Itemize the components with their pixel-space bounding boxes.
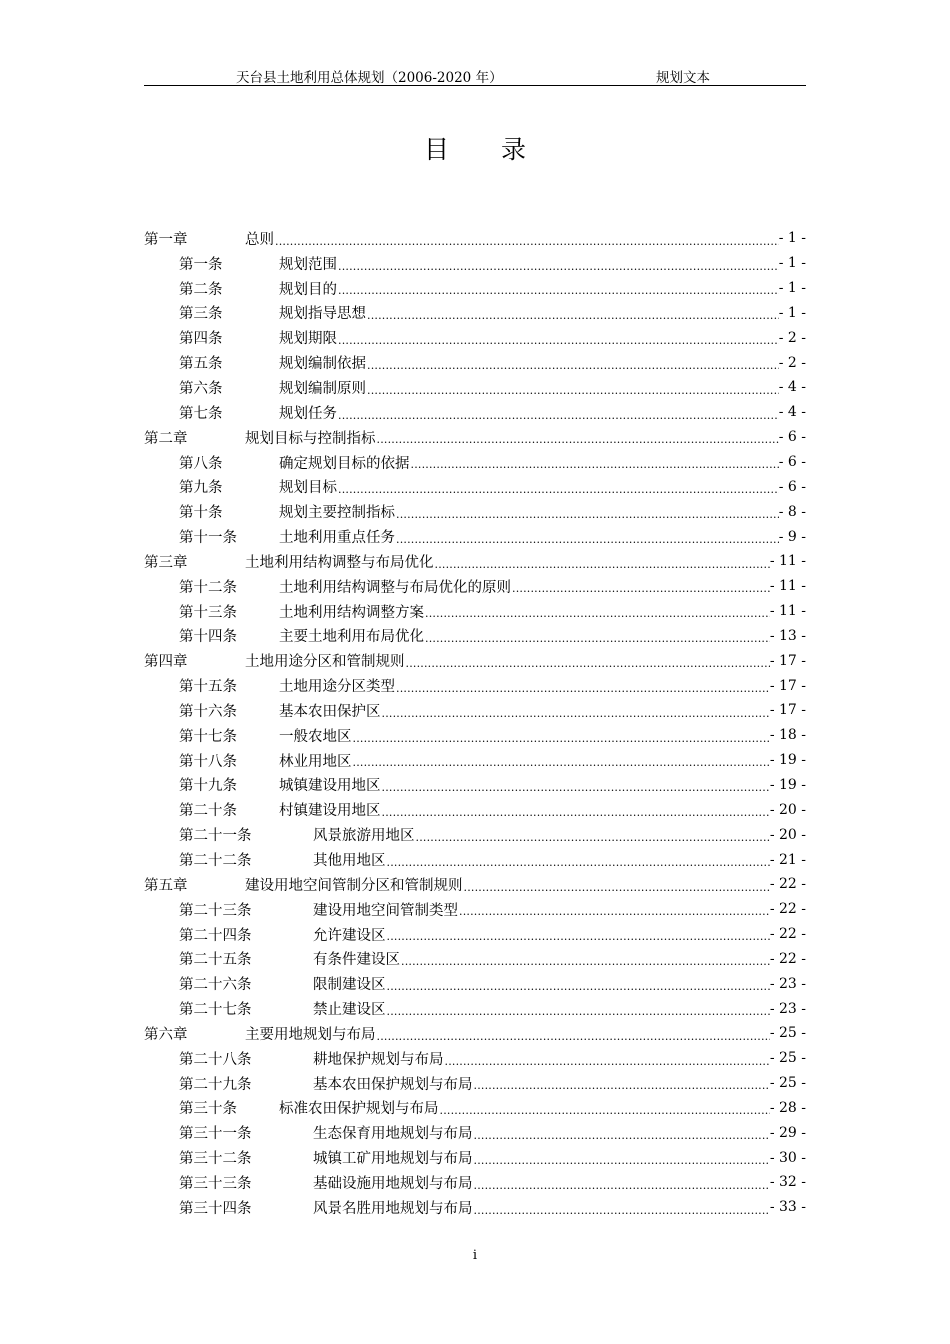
toc-entry-page: - 6 - bbox=[778, 478, 806, 495]
toc-entry-title: 规划任务 bbox=[279, 405, 337, 422]
toc-entry-title: 禁止建设区 bbox=[313, 1002, 386, 1019]
toc-article-entry[interactable] bbox=[144, 276, 806, 301]
toc-dot-leader bbox=[440, 1101, 770, 1116]
toc-entry-page: - 25 - bbox=[769, 1025, 806, 1042]
toc-dot-leader bbox=[512, 579, 770, 594]
toc-dot-leader bbox=[396, 529, 779, 544]
toc-dot-leader bbox=[338, 281, 779, 296]
toc-dot-leader bbox=[387, 976, 770, 991]
toc-article-entry[interactable] bbox=[144, 1046, 806, 1071]
toc-entry-title: 建设用地空间管制类型 bbox=[313, 902, 458, 919]
toc-entry-title: 城镇建设用地区 bbox=[279, 778, 381, 795]
toc-entry-page: - 4 - bbox=[778, 379, 806, 396]
toc-entry-title: 有条件建设区 bbox=[313, 952, 400, 969]
toc-entry-page: - 1 - bbox=[778, 255, 806, 272]
toc-dot-leader bbox=[338, 480, 779, 495]
toc-entry-title: 规划期限 bbox=[279, 331, 337, 348]
toc-chapter-entry[interactable] bbox=[144, 872, 806, 897]
toc-entry-number: 第二十四条 bbox=[179, 927, 252, 944]
toc-entry-page: - 2 - bbox=[778, 329, 806, 346]
toc-entry-page: - 25 - bbox=[769, 1075, 806, 1092]
toc-article-entry[interactable] bbox=[144, 797, 806, 822]
toc-entry-page: - 4 - bbox=[778, 404, 806, 421]
toc-dot-leader bbox=[387, 1001, 770, 1016]
toc-chapter-entry[interactable] bbox=[144, 1021, 806, 1046]
toc-entry-page: - 17 - bbox=[769, 652, 806, 669]
toc-entry-page: - 21 - bbox=[769, 851, 806, 868]
toc-entry-number: 第三章 bbox=[144, 554, 188, 571]
page-header bbox=[144, 66, 806, 86]
toc-entry-title: 风景名胜用地规划与布局 bbox=[313, 1200, 473, 1217]
toc-dot-leader bbox=[474, 1175, 770, 1190]
toc-entry-title: 规划指导思想 bbox=[279, 306, 366, 323]
toc-entry-number: 第二十九条 bbox=[179, 1076, 252, 1093]
toc-entry-title: 土地利用结构调整与布局优化 bbox=[245, 554, 434, 571]
toc-article-entry[interactable] bbox=[144, 251, 806, 276]
toc-entry-number: 第十五条 bbox=[179, 679, 237, 696]
toc-entry-title: 土地利用重点任务 bbox=[279, 530, 395, 547]
toc-article-entry[interactable] bbox=[144, 499, 806, 524]
toc-dot-leader bbox=[377, 1026, 770, 1041]
toc-dot-leader bbox=[474, 1126, 770, 1141]
toc-dot-leader bbox=[338, 405, 779, 420]
toc-entry-page: - 11 - bbox=[769, 553, 806, 570]
toc-entry-title: 风景旅游用地区 bbox=[313, 828, 415, 845]
toc-entry-title: 土地用途分区和管制规则 bbox=[245, 654, 405, 671]
toc-dot-leader bbox=[425, 604, 770, 619]
toc-article-entry[interactable] bbox=[144, 474, 806, 499]
toc-entry-title: 主要用地规划与布局 bbox=[245, 1026, 376, 1043]
toc-entry-title: 规划编制原则 bbox=[279, 380, 366, 397]
toc-article-entry[interactable] bbox=[144, 971, 806, 996]
toc-article-entry[interactable] bbox=[144, 748, 806, 773]
toc-article-entry[interactable] bbox=[144, 996, 806, 1021]
toc-entry-number: 第二十六条 bbox=[179, 977, 252, 994]
toc-entry-title: 基本农田保护区 bbox=[279, 703, 381, 720]
toc-dot-leader bbox=[464, 877, 770, 892]
toc-dot-leader bbox=[387, 852, 770, 867]
toc-article-entry[interactable] bbox=[144, 698, 806, 723]
toc-entry-title: 允许建设区 bbox=[313, 927, 386, 944]
toc-dot-leader bbox=[406, 654, 770, 669]
toc-entry-title: 城镇工矿用地规划与布局 bbox=[313, 1151, 473, 1168]
toc-entry-number: 第三条 bbox=[179, 306, 223, 323]
toc-entry-page: - 32 - bbox=[769, 1174, 806, 1191]
toc-entry-page: - 1 - bbox=[778, 304, 806, 321]
toc-entry-page: - 18 - bbox=[769, 727, 806, 744]
toc-entry-page: - 22 - bbox=[769, 926, 806, 943]
toc-dot-leader bbox=[445, 1051, 770, 1066]
toc-article-entry[interactable] bbox=[144, 524, 806, 549]
toc-entry-page: - 1 - bbox=[778, 280, 806, 297]
toc-entry-title: 一般农地区 bbox=[279, 728, 352, 745]
toc-entry-page: - 6 - bbox=[778, 454, 806, 471]
toc-entry-page: - 22 - bbox=[769, 901, 806, 918]
toc-entry-title: 主要土地利用布局优化 bbox=[279, 629, 424, 646]
toc-entry-number: 第三十四条 bbox=[179, 1200, 252, 1217]
toc-article-entry[interactable] bbox=[144, 1120, 806, 1145]
toc-entry-title: 规划范围 bbox=[279, 256, 337, 273]
toc-article-entry[interactable] bbox=[144, 922, 806, 947]
toc-entry-number: 第五章 bbox=[144, 877, 188, 894]
toc-entry-page: - 30 - bbox=[769, 1149, 806, 1166]
toc-entry-number: 第五条 bbox=[179, 356, 223, 373]
toc-article-entry[interactable] bbox=[144, 375, 806, 400]
toc-entry-title: 规划主要控制指标 bbox=[279, 505, 395, 522]
toc-article-entry[interactable] bbox=[144, 723, 806, 748]
toc-chapter-entry[interactable] bbox=[144, 425, 806, 450]
toc-dot-leader bbox=[367, 380, 779, 395]
toc-dot-leader bbox=[353, 728, 770, 743]
toc-dot-leader bbox=[474, 1076, 770, 1091]
toc-entry-title: 村镇建设用地区 bbox=[279, 803, 381, 820]
toc-entry-page: - 19 - bbox=[769, 752, 806, 769]
toc-entry-title: 土地利用结构调整方案 bbox=[279, 604, 424, 621]
toc-dot-leader bbox=[435, 554, 770, 569]
toc-entry-number: 第十四条 bbox=[179, 629, 237, 646]
toc-dot-leader bbox=[474, 1200, 770, 1215]
header-rule bbox=[144, 85, 806, 86]
toc-entry-page: - 20 - bbox=[769, 826, 806, 843]
header-document-type: 规划文本 bbox=[656, 70, 710, 86]
toc-entry-title: 基础设施用地规划与布局 bbox=[313, 1175, 473, 1192]
toc-entry-page: - 11 - bbox=[769, 578, 806, 595]
toc-article-entry[interactable] bbox=[144, 450, 806, 475]
toc-entry-page: - 23 - bbox=[769, 1000, 806, 1017]
toc-dot-leader bbox=[367, 355, 779, 370]
toc-entry-title: 其他用地区 bbox=[313, 853, 386, 870]
toc-entry-title: 限制建设区 bbox=[313, 977, 386, 994]
toc-dot-leader bbox=[382, 803, 770, 818]
toc-article-entry[interactable] bbox=[144, 1195, 806, 1220]
toc-entry-number: 第二十二条 bbox=[179, 853, 252, 870]
toc-entry-number: 第二十条 bbox=[179, 803, 237, 820]
toc-dot-leader bbox=[425, 629, 770, 644]
toc-entry-number: 第九条 bbox=[179, 480, 223, 497]
toc-entry-number: 第十九条 bbox=[179, 778, 237, 795]
header-document-title: 天台县土地利用总体规划（2006-2020 年） bbox=[236, 70, 503, 86]
table-of-contents bbox=[144, 226, 806, 1220]
toc-entry-number: 第十三条 bbox=[179, 604, 237, 621]
toc-entry-number: 第十六条 bbox=[179, 703, 237, 720]
toc-entry-number: 第二十七条 bbox=[179, 1002, 252, 1019]
toc-dot-leader bbox=[338, 256, 779, 271]
toc-entry-number: 第三十三条 bbox=[179, 1175, 252, 1192]
toc-dot-leader bbox=[353, 753, 770, 768]
toc-article-entry[interactable] bbox=[144, 574, 806, 599]
toc-entry-page: - 25 - bbox=[769, 1050, 806, 1067]
toc-article-entry[interactable] bbox=[144, 773, 806, 798]
toc-entry-number: 第四条 bbox=[179, 331, 223, 348]
toc-entry-number: 第十条 bbox=[179, 505, 223, 522]
toc-dot-leader bbox=[459, 902, 770, 917]
toc-dot-leader bbox=[474, 1150, 770, 1165]
toc-dot-leader bbox=[396, 504, 779, 519]
page-number: i bbox=[472, 1248, 478, 1263]
toc-entry-title: 总则 bbox=[245, 231, 274, 248]
toc-entry-title: 耕地保护规划与布局 bbox=[313, 1051, 444, 1068]
toc-entry-page: - 13 - bbox=[769, 627, 806, 644]
toc-entry-page: - 1 - bbox=[778, 230, 806, 247]
toc-entry-page: - 22 - bbox=[769, 950, 806, 967]
toc-chapter-entry[interactable] bbox=[144, 549, 806, 574]
toc-entry-number: 第三十二条 bbox=[179, 1151, 252, 1168]
toc-entry-page: - 22 - bbox=[769, 876, 806, 893]
toc-entry-title: 规划目标 bbox=[279, 480, 337, 497]
toc-article-entry[interactable] bbox=[144, 847, 806, 872]
toc-dot-leader bbox=[387, 927, 770, 942]
toc-article-entry[interactable] bbox=[144, 301, 806, 326]
toc-entry-number: 第十二条 bbox=[179, 579, 237, 596]
toc-entry-title: 林业用地区 bbox=[279, 753, 352, 770]
toc-entry-title: 土地利用结构调整与布局优化的原则 bbox=[279, 579, 511, 596]
toc-entry-page: - 33 - bbox=[769, 1199, 806, 1216]
toc-entry-number: 第六条 bbox=[179, 380, 223, 397]
toc-dot-leader bbox=[416, 827, 770, 842]
toc-article-entry[interactable] bbox=[144, 400, 806, 425]
toc-entry-number: 第二十一条 bbox=[179, 828, 252, 845]
toc-dot-leader bbox=[382, 703, 770, 718]
toc-entry-page: - 29 - bbox=[769, 1124, 806, 1141]
toc-entry-title: 土地用途分区类型 bbox=[279, 679, 395, 696]
toc-article-entry[interactable] bbox=[144, 599, 806, 624]
toc-entry-page: - 23 - bbox=[769, 975, 806, 992]
toc-entry-page: - 6 - bbox=[778, 429, 806, 446]
toc-article-entry[interactable] bbox=[144, 1170, 806, 1195]
toc-article-entry[interactable] bbox=[144, 897, 806, 922]
toc-entry-title: 规划目的 bbox=[279, 281, 337, 298]
toc-dot-leader bbox=[338, 331, 779, 346]
toc-article-entry[interactable] bbox=[144, 624, 806, 649]
toc-entry-number: 第二章 bbox=[144, 430, 188, 447]
toc-article-entry[interactable] bbox=[144, 325, 806, 350]
toc-entry-title: 确定规划目标的依据 bbox=[279, 455, 410, 472]
toc-article-entry[interactable] bbox=[144, 822, 806, 847]
toc-entry-number: 第一条 bbox=[179, 256, 223, 273]
toc-article-entry[interactable] bbox=[144, 946, 806, 971]
toc-dot-leader bbox=[396, 678, 770, 693]
toc-dot-leader bbox=[367, 306, 779, 321]
toc-dot-leader bbox=[382, 778, 770, 793]
toc-dot-leader bbox=[411, 455, 779, 470]
toc-entry-title: 规划目标与控制指标 bbox=[245, 430, 376, 447]
toc-entry-title: 建设用地空间管制分区和管制规则 bbox=[245, 877, 463, 894]
toc-entry-title: 基本农田保护规划与布局 bbox=[313, 1076, 473, 1093]
toc-chapter-entry[interactable] bbox=[144, 226, 806, 251]
toc-article-entry[interactable] bbox=[144, 1145, 806, 1170]
toc-entry-number: 第二条 bbox=[179, 281, 223, 298]
toc-entry-number: 第三十条 bbox=[179, 1101, 237, 1118]
toc-article-entry[interactable] bbox=[144, 1071, 806, 1096]
toc-entry-page: - 9 - bbox=[778, 528, 806, 545]
toc-entry-page: - 8 - bbox=[778, 503, 806, 520]
toc-article-entry[interactable] bbox=[144, 673, 806, 698]
toc-entry-number: 第七条 bbox=[179, 405, 223, 422]
toc-entry-number: 第二十三条 bbox=[179, 902, 252, 919]
toc-entry-number: 第二十八条 bbox=[179, 1051, 252, 1068]
toc-entry-page: - 19 - bbox=[769, 776, 806, 793]
toc-entry-title: 规划编制依据 bbox=[279, 356, 366, 373]
toc-title: 目 录 bbox=[424, 135, 548, 164]
toc-entry-title: 生态保育用地规划与布局 bbox=[313, 1126, 473, 1143]
toc-dot-leader bbox=[275, 231, 779, 246]
toc-entry-number: 第十八条 bbox=[179, 753, 237, 770]
toc-entry-number: 第一章 bbox=[144, 231, 188, 248]
toc-entry-page: - 28 - bbox=[769, 1099, 806, 1116]
toc-entry-number: 第八条 bbox=[179, 455, 223, 472]
toc-entry-number: 第三十一条 bbox=[179, 1126, 252, 1143]
toc-entry-page: - 20 - bbox=[769, 801, 806, 818]
toc-entry-page: - 2 - bbox=[778, 354, 806, 371]
toc-article-entry[interactable] bbox=[144, 1096, 806, 1121]
toc-dot-leader bbox=[401, 952, 770, 967]
toc-entry-page: - 17 - bbox=[769, 677, 806, 694]
toc-entry-number: 第二十五条 bbox=[179, 952, 252, 969]
toc-dot-leader bbox=[377, 430, 779, 445]
toc-entry-number: 第十一条 bbox=[179, 530, 237, 547]
toc-entry-number: 第四章 bbox=[144, 654, 188, 671]
toc-entry-page: - 17 - bbox=[769, 702, 806, 719]
toc-entry-title: 标准农田保护规划与布局 bbox=[279, 1101, 439, 1118]
toc-entry-number: 第十七条 bbox=[179, 728, 237, 745]
toc-chapter-entry[interactable] bbox=[144, 648, 806, 673]
toc-entry-page: - 11 - bbox=[769, 603, 806, 620]
toc-entry-number: 第六章 bbox=[144, 1026, 188, 1043]
toc-article-entry[interactable] bbox=[144, 350, 806, 375]
